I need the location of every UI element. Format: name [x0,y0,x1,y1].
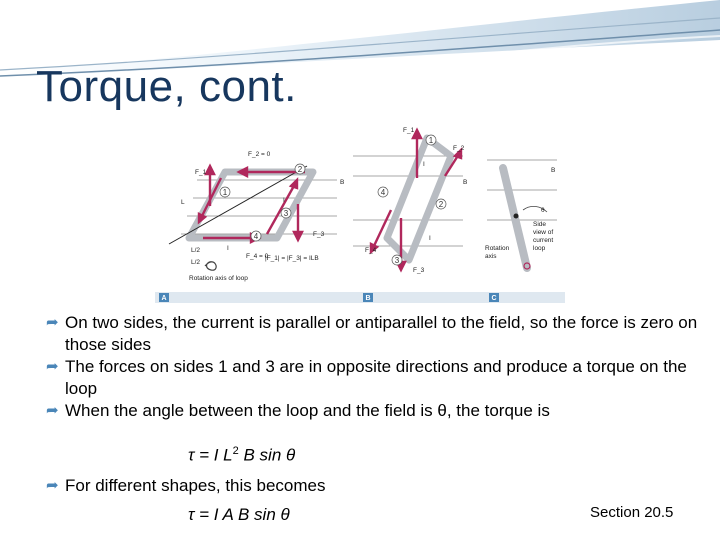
torque-loop-figure [155,120,565,303]
bullet-item [46,400,706,422]
bullet-item [46,356,706,400]
label-axis-c1: Rotation [485,245,510,252]
label-f2-zero: F_2 = 0 [248,151,271,158]
formula-exponent: 2 [232,445,239,457]
ribbon-arrow-icon: ➦ [46,314,59,331]
panel-label-b: B [365,295,371,302]
label-side-view-2: view of [533,229,554,236]
side-number-4-b: 4 [380,188,386,197]
bullet-text: On two sides, the current is parallel or antiparallel to the field, so the force is zero on those sides [65,313,698,354]
bullet-item [46,475,706,497]
panel-footer [155,292,565,303]
side-number-4: 4 [253,232,259,241]
torque-formula-area: τ = I A B sin θ [188,505,290,524]
label-f3-a: F_3 [313,231,325,238]
label-f4-b: F_4 [365,247,377,254]
label-field-b: B [463,179,468,186]
side-number-1-b: 1 [428,136,434,145]
ribbon-arrow-icon: ➦ [46,358,59,375]
label-f3-b: F_3 [413,267,425,274]
label-side-view-3: current [533,237,554,244]
label-f4-zero: F_4 = 0 [246,253,269,260]
label-f1-b: F_1 [403,127,415,134]
ribbon-arrow-icon: ➦ [46,477,59,494]
label-side-view-4: loop [533,245,546,252]
label-current-b1: I [423,161,425,168]
formula-rhs: B sin θ [238,445,296,465]
label-field-c: B [551,167,556,174]
label-side-view-1: Side [533,221,547,228]
label-force-equation: |F_1| = |F_3| = ILB [265,255,319,262]
ribbon-arrow-icon: ➦ [46,402,59,419]
side-number-3: 3 [283,209,289,218]
bullet-list [46,312,706,422]
label-current-a2: I [227,245,229,252]
slide-title: Torque, cont. [36,62,297,111]
side-number-3-b: 3 [394,256,400,265]
label-field-a: B [340,179,345,186]
label-f1-a: F_1 [195,169,207,176]
label-half-l-1: L/2 [191,247,201,254]
side-number-2-b: 2 [438,200,444,209]
label-current-a1: I [283,197,285,204]
label-half-l-2: L/2 [191,259,201,266]
rotation-axis-point [514,214,519,219]
formula-lhs: τ = I L [188,445,233,465]
bullet-text: The forces on sides 1 and 3 are in opposite directions and produce a torque on the loop [65,357,687,398]
panel-label-a: A [161,295,167,302]
bullet-text: When the angle between the loop and the field is θ, the torque is [65,401,550,420]
label-rotation-axis-caption: Rotation axis of loop [189,275,248,282]
side-number-2: 2 [297,165,303,174]
section-label: Section 20.5 [590,504,674,521]
torque-formula-square [188,445,295,466]
panel-label-c: C [491,295,497,302]
label-current-b2: I [429,235,431,242]
label-angle: θ [541,207,545,214]
bullet-text: For different shapes, this becomes [65,476,326,495]
label-f2-b: F_2 [453,145,465,152]
label-axis-c2: axis [485,253,497,260]
side-number-1: 1 [222,188,228,197]
label-length-l: L [181,199,185,206]
bullet-list-2 [46,475,706,497]
bullet-item [46,312,706,356]
